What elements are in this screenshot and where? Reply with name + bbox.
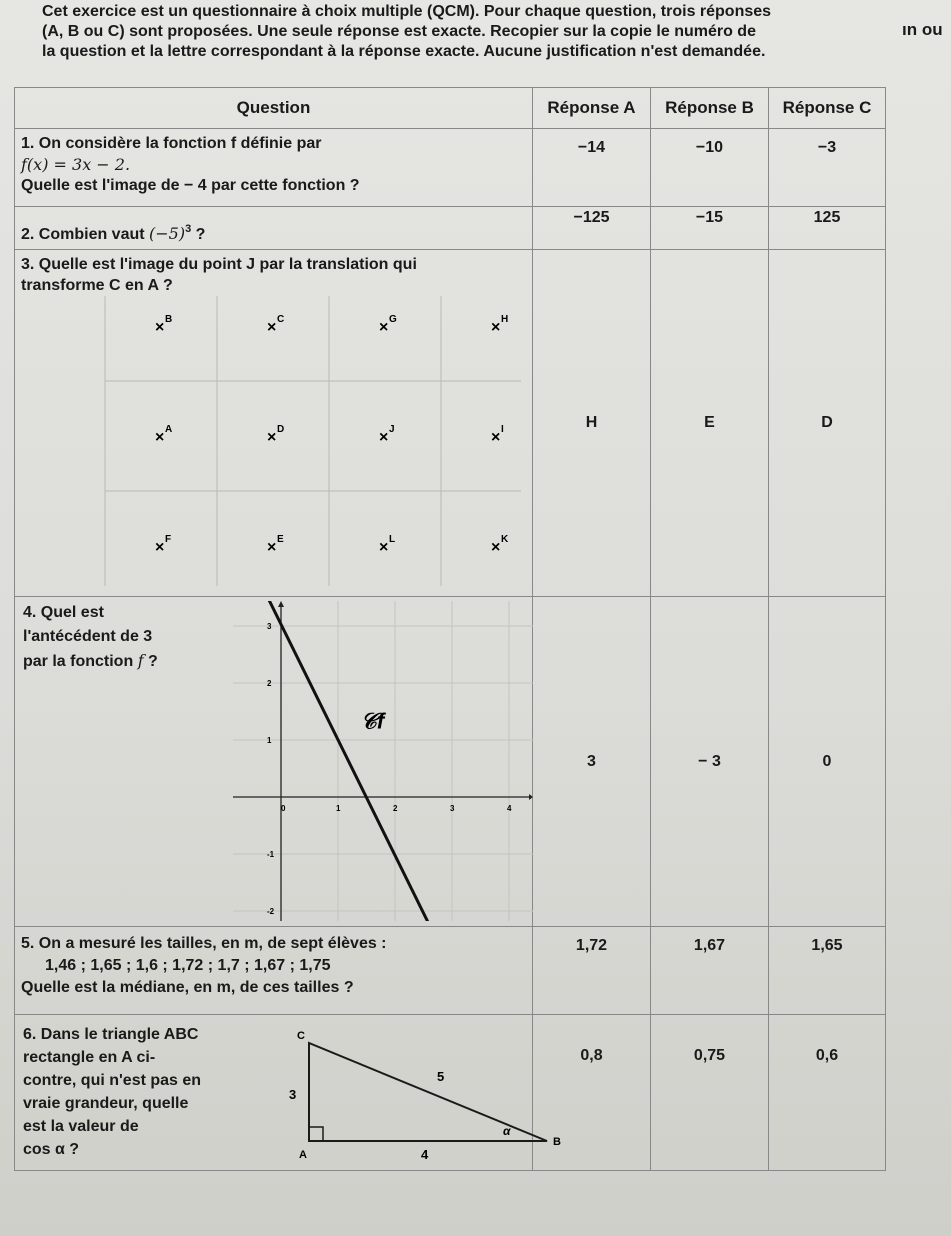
x-tick-label: 1: [336, 804, 341, 813]
q6-line-5: est la valeur de: [23, 1118, 139, 1135]
y-tick-label: 1: [267, 736, 272, 745]
q1-answer-b: −10: [651, 129, 769, 207]
q6-answer-a: 0,8: [533, 1015, 651, 1171]
point-f-marker: ×: [155, 539, 165, 556]
question-5-row: [15, 927, 886, 1015]
question-6: [15, 1015, 561, 1171]
q2-end: ?: [191, 226, 206, 243]
q5-line-3: Quelle est la médiane, en m, de ces tailles ?: [21, 979, 354, 996]
question-4-row: [15, 597, 886, 927]
q6-line-1: 6. Dans le triangle ABC: [23, 1026, 199, 1043]
header-question: Question: [15, 88, 533, 129]
header-answer-a: Réponse A: [533, 88, 651, 129]
y-tick-label: 3: [267, 622, 272, 631]
point-l-marker: ×: [379, 539, 389, 556]
instructions: [42, 2, 922, 62]
q4-answer-c: 0: [769, 597, 886, 927]
x-tick-label: 3: [450, 804, 455, 813]
q2-answer-b: −15: [651, 207, 769, 250]
header-answer-c: Réponse C: [769, 88, 886, 129]
q5-values: 1,46 ; 1,65 ; 1,6 ; 1,72 ; 1,7 ; 1,67 ; 1,75: [45, 957, 331, 974]
point-c-label: C: [277, 314, 285, 325]
q2-answer-a: −125: [533, 207, 651, 250]
point-g-label: G: [389, 314, 397, 325]
q5-answer-b: 1,67: [651, 927, 769, 1015]
q4-line-1: 4. Quel est: [23, 604, 104, 621]
question-1-row: [15, 129, 886, 207]
point-c-marker: ×: [267, 319, 277, 336]
point-k-label: K: [501, 534, 509, 545]
point-i-label: I: [501, 424, 504, 435]
point-d-label: D: [277, 424, 285, 435]
question-3: [15, 250, 533, 597]
q3-line-2: transforme C en A ?: [21, 277, 173, 294]
q6-triangle-figure: [277, 1023, 567, 1163]
question-6-row: [15, 1015, 886, 1171]
q4-answer-a: 3: [533, 597, 651, 927]
point-h-label: H: [501, 314, 509, 325]
q4-function-graph: [233, 601, 533, 921]
q1-line-3: Quelle est l'image de − 4 par cette fonction ?: [21, 177, 360, 194]
point-i-marker: ×: [491, 429, 501, 446]
curve-cf-label: 𝒞f: [360, 708, 385, 734]
header-answer-b: Réponse B: [651, 88, 769, 129]
curve-cf: [238, 601, 452, 921]
right-angle-mark: [309, 1127, 323, 1141]
header-row: [15, 88, 886, 129]
q6-line-6: cos α ?: [23, 1141, 80, 1158]
question-4: [15, 597, 533, 927]
q2-exponent: 3: [185, 223, 192, 235]
point-k-marker: ×: [491, 539, 501, 556]
point-d-marker: ×: [267, 429, 277, 446]
q4-function-name: f: [137, 651, 144, 670]
q4-question-mark: ?: [143, 653, 158, 670]
q3-answer-c: D: [769, 250, 886, 597]
side-ac-length: 3: [289, 1087, 297, 1102]
vertex-a-label: A: [299, 1149, 307, 1161]
question-2: [15, 207, 533, 250]
x-tick-label: 2: [393, 804, 398, 813]
q3-line-1: 3. Quelle est l'image du point J par la translation qui: [21, 256, 417, 273]
x-axis-arrow: [529, 794, 533, 800]
point-g-marker: ×: [379, 319, 389, 336]
x-tick-label: 0: [281, 804, 286, 813]
q6-answer-b: 0,75: [651, 1015, 769, 1171]
instructions-line-1: Cet exercice est un questionnaire à choix multiple (QCM). Pour chaque question, trois réponses: [42, 3, 772, 20]
point-e-marker: ×: [267, 539, 277, 556]
q4-answer-b: − 3: [651, 597, 769, 927]
point-j-marker: ×: [379, 429, 389, 446]
angle-alpha-label: α: [503, 1124, 511, 1138]
q6-line-2: rectangle en A ci-: [23, 1049, 156, 1066]
q5-answer-c: 1,65: [769, 927, 886, 1015]
q1-answer-a: −14: [533, 129, 651, 207]
vertex-b-label: B: [553, 1136, 561, 1148]
side-ab-length: 4: [421, 1147, 429, 1162]
q4-line-3: par la fonction: [23, 653, 134, 670]
instructions-line-2: (A, B ou C) sont proposées. Une seule réponse est exacte. Recopier sur la copie le numéro de: [42, 23, 756, 40]
point-l-label: L: [389, 534, 396, 545]
instructions-line-3: la question et la lettre correspondant à la réponse exacte. Aucune justification n'est demandée.: [42, 43, 766, 60]
q3-answer-b: E: [651, 250, 769, 597]
question-2-row: [15, 207, 886, 250]
qcm-table: [14, 87, 886, 1171]
q3-answer-a: H: [533, 250, 651, 597]
vertex-c-label: C: [297, 1030, 305, 1042]
q6-line-3: contre, qui n'est pas en: [23, 1072, 202, 1089]
point-f-label: F: [165, 534, 172, 545]
margin-note: ın ou: [902, 20, 943, 39]
y-tick-label: 2: [267, 679, 272, 688]
q1-line-1: 1. On considère la fonction f définie par: [21, 135, 322, 152]
y-axis-arrow: [278, 601, 284, 607]
q6-text: [23, 1023, 268, 1161]
q1-formula: f(x) = 3x − 2.: [21, 155, 131, 174]
question-5: [15, 927, 533, 1015]
point-h-marker: ×: [491, 319, 501, 336]
point-a-marker: ×: [155, 429, 165, 446]
q5-answer-a: 1,72: [533, 927, 651, 1015]
question-3-row: [15, 250, 886, 597]
q4-text: [23, 601, 158, 674]
q2-answer-c: 125: [769, 207, 886, 250]
q3-point-grid: [21, 296, 521, 586]
q4-line-2: l'antécédent de 3: [23, 628, 153, 645]
q2-text: 2. Combien vaut: [21, 226, 150, 243]
side-bc-length: 5: [437, 1069, 445, 1084]
triangle-abc: [309, 1043, 547, 1141]
point-a-label: A: [165, 424, 173, 435]
point-e-label: E: [277, 534, 284, 545]
point-b-label: B: [165, 314, 173, 325]
y-tick-label: -1: [267, 850, 275, 859]
y-tick-label: -2: [267, 907, 275, 916]
q6-answer-c: 0,6: [769, 1015, 886, 1171]
q5-line-1: 5. On a mesuré les tailles, en m, de sept élèves :: [21, 935, 387, 952]
q2-base: (−5): [149, 224, 186, 243]
point-j-label: J: [389, 424, 395, 435]
question-1: [15, 129, 533, 207]
point-b-marker: ×: [155, 319, 165, 336]
q1-answer-c: −3: [769, 129, 886, 207]
x-tick-label: 4: [507, 804, 512, 813]
q6-line-4: vraie grandeur, quelle: [23, 1095, 189, 1112]
